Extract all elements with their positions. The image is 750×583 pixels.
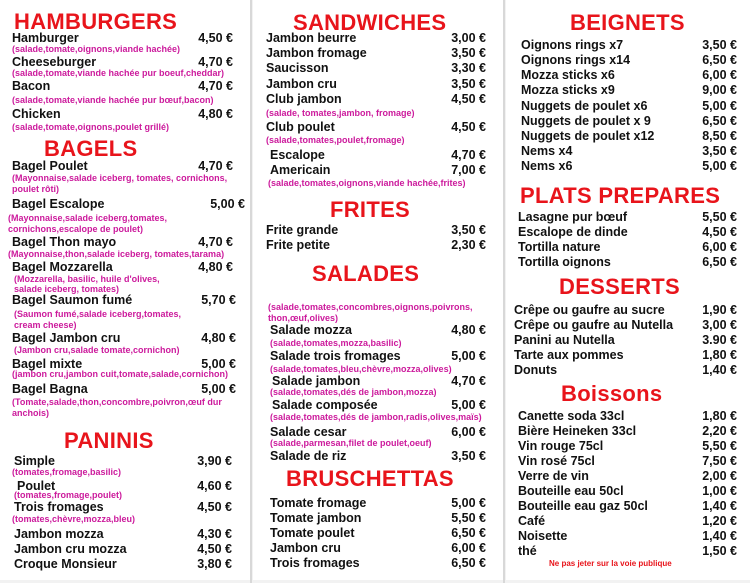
menu-item-price: 4,70 € — [451, 374, 486, 388]
menu-item-desc: (Mayonnaise,salade iceberg,tomates, — [8, 213, 168, 223]
menu-item-desc: (salade,tomate,viande hachée pur bœuf,bacon) — [12, 95, 214, 105]
menu-item-price: 5,00 € — [451, 496, 486, 510]
menu-item-price: 6,50 € — [451, 556, 486, 570]
menu-item-name: Escalope — [270, 148, 325, 162]
menu-item-price: 4,50 € — [451, 92, 486, 106]
menu-item-name: Jambon mozza — [14, 527, 104, 541]
menu-item-name: Bouteille eau 50cl — [518, 484, 624, 498]
section-title-boissons: Boissons — [561, 381, 663, 406]
menu-item-price: 4,80 € — [201, 331, 236, 345]
menu-item-name: Nems x6 — [521, 159, 573, 173]
section-desc: (salade,tomates,concombres,oignons,poivrons, — [268, 302, 473, 312]
menu-item-name: Jambon cru — [266, 77, 337, 91]
menu-item-name: Canette soda 33cl — [518, 409, 625, 423]
menu-item-price: 1,50 € — [702, 544, 737, 558]
menu-item-desc: (salade,tomates,mozza,basilic) — [270, 338, 402, 348]
menu-item-name: Club jambon — [266, 92, 342, 106]
menu-item-desc: (Jambon cru,salade tomate,cornichon) — [14, 345, 180, 355]
menu-item-desc: (salade,tomates,bleu,chèvre,mozza,olives) — [270, 364, 452, 374]
menu-item-name: Crêpe ou gaufre au Nutella — [514, 318, 674, 332]
menu-item-price: 3,80 € — [197, 557, 232, 571]
menu-item-name: Nuggets de poulet x6 — [521, 99, 648, 113]
menu-item-desc: (Saumon fumé,salade iceberg,tomates, — [14, 309, 182, 319]
menu-item-price: 5,00 € — [210, 197, 245, 211]
menu-item-name: Bagel Jambon cru — [12, 331, 121, 345]
menu-item-price: 7,50 € — [702, 454, 737, 468]
menu-item-name: Poulet — [17, 479, 56, 493]
menu-item-name: Bagel Poulet — [12, 159, 88, 173]
menu-item-desc: salade iceberg, tomates) — [14, 284, 120, 294]
menu-item-name: Oignons rings x14 — [521, 53, 631, 67]
menu-item-name: Verre de vin — [518, 469, 589, 483]
footer-note: Ne pas jeter sur la voie publique — [549, 559, 672, 568]
menu-item-desc: cornichons,escalope de poulet) — [8, 224, 144, 234]
menu-item-price: 3,90 € — [197, 454, 232, 468]
menu-item-price: 6,50 € — [451, 526, 486, 540]
menu-item-name: Tomate jambon — [270, 511, 362, 525]
menu-item-name: Tortilla nature — [518, 240, 601, 254]
menu-item-name: Jambon fromage — [266, 46, 367, 60]
menu-item-price: 5,50 € — [702, 439, 737, 453]
menu-item-name: Bière Heineken 33cl — [518, 424, 637, 438]
menu-item-name: Lasagne pur bœuf — [518, 210, 628, 224]
menu-item-name: Club poulet — [266, 120, 335, 134]
menu-item-price: 1,80 € — [702, 348, 737, 362]
section-title-hamburgers: HAMBURGERS — [14, 9, 178, 34]
section-title-sandwiches: SANDWICHES — [293, 10, 447, 35]
menu-item-desc: (salade,tomates,poulet,fromage) — [266, 135, 405, 145]
menu-item-price: 4,70 € — [198, 55, 233, 69]
section-title-frites: FRITES — [330, 197, 411, 222]
menu-item-name: Tomate poulet — [270, 526, 355, 540]
menu-item-name: Frite grande — [266, 223, 339, 237]
menu-item-price: 2,30 € — [451, 238, 486, 252]
menu-item-desc: (jambon cru,jambon cuit,tomate,salade,cornichon) — [12, 369, 229, 379]
menu-item-price: 5,00 € — [451, 349, 486, 363]
section-title-bagels: BAGELS — [44, 136, 138, 161]
menu-item-name: Jambon cru mozza — [14, 542, 127, 556]
menu-item-price: 4,60 € — [197, 479, 232, 493]
menu-item-price: 5,00 € — [702, 99, 737, 113]
menu-item-price: 1,40 € — [702, 499, 737, 513]
menu-item-name: Noisette — [518, 529, 568, 543]
column-divider — [503, 0, 505, 583]
menu-item-price: 4,70 € — [198, 159, 233, 173]
section-title-paninis: PANINIS — [64, 428, 154, 453]
menu-item-name: Saucisson — [266, 61, 329, 75]
menu-item-price: 8,50 € — [702, 129, 737, 143]
menu-item-name: Salade composée — [272, 398, 378, 412]
menu-item-price: 4,30 € — [197, 527, 232, 541]
menu-item-desc: (Mayonnaise,salade iceberg, tomates, cornichons, — [12, 173, 228, 183]
menu-item-name: Vin rouge 75cl — [518, 439, 604, 453]
menu-item-desc: (salade,tomates,dés de jambon,radis,olives,maïs) — [270, 412, 482, 422]
menu-item-name: Mozza sticks x9 — [521, 83, 615, 97]
menu-item-name: Jambon cru — [270, 541, 341, 555]
menu-item-price: 5,50 € — [451, 511, 486, 525]
menu-item-name: Tarte aux pommes — [514, 348, 624, 362]
menu-item-price: 4,50 € — [197, 500, 232, 514]
menu-item-desc: (salade,tomate,oignons,poulet grillé) — [12, 122, 170, 132]
menu-item-name: Bagel Bagna — [12, 382, 88, 396]
menu-item-name: Frite petite — [266, 238, 330, 252]
menu-item-price: 4,70 € — [451, 148, 486, 162]
menu-item-price: 5,70 € — [201, 293, 236, 307]
menu-item-price: 1,20 € — [702, 514, 737, 528]
menu-item-name: Salade jambon — [272, 374, 361, 388]
menu-item-price: 5,00 € — [451, 398, 486, 412]
menu-item-price: 4,70 € — [198, 235, 233, 249]
menu-item-name: Salade trois fromages — [270, 349, 401, 363]
menu-item-price: 5,50 € — [702, 210, 737, 224]
menu-item-desc: (salade,tomate,oignons,viande hachée) — [12, 44, 181, 54]
menu-item-price: 1,40 € — [702, 529, 737, 543]
menu-item-name: Tortilla oignons — [518, 255, 611, 269]
menu-item-price: 3.90 € — [702, 333, 737, 347]
menu-item-name: Crêpe ou gaufre au sucre — [514, 303, 665, 317]
section-title-beignets: BEIGNETS — [570, 10, 685, 35]
menu-item-name: Escalope de dinde — [518, 225, 628, 239]
menu-item-desc: (tomates,fromage,basilic) — [12, 467, 122, 477]
menu-item-price: 1,80 € — [702, 409, 737, 423]
menu-item-name: Salade cesar — [270, 425, 347, 439]
menu-item-price: 5,00 € — [201, 382, 236, 396]
menu-item-name: Oignons rings x7 — [521, 38, 624, 52]
menu-item-price: 3,50 € — [451, 449, 486, 463]
menu-item-name: Bagel Saumon fumé — [12, 293, 133, 307]
menu-item-price: 3,50 € — [702, 38, 737, 52]
menu-item-name: Donuts — [514, 363, 558, 377]
menu-item-price: 3,50 € — [702, 144, 737, 158]
menu-item-price: 6,50 € — [702, 53, 737, 67]
menu-item-desc: (salade,tomates,oignons,viande hachée,frites) — [268, 178, 466, 188]
menu-item-price: 6,00 € — [702, 68, 737, 82]
menu-item-name: Vin rosé 75cl — [518, 454, 595, 468]
menu-item-price: 1,40 € — [702, 363, 737, 377]
menu-item-name: Croque Monsieur — [14, 557, 117, 571]
menu-item-price: 6,00 € — [702, 240, 737, 254]
menu-item-name: Trois fromages — [14, 500, 104, 514]
section-title-salades: SALADES — [312, 261, 420, 286]
column-divider — [250, 0, 252, 583]
menu-item-desc: (tomates,fromage,poulet) — [14, 490, 123, 500]
menu-item-desc: (Mozzarella, basilic, huile d'olives, — [14, 274, 160, 284]
section-title-desserts: DESSERTS — [559, 274, 680, 299]
menu-item-price: 7,00 € — [451, 163, 486, 177]
section-title-bruschettas: BRUSCHETTAS — [286, 466, 454, 491]
menu-item-name: Bacon — [12, 79, 51, 93]
menu-item-price: 3,50 € — [451, 46, 486, 60]
menu-item-name: Nuggets de poulet x 9 — [521, 114, 651, 128]
menu-item-desc: (Tomate,salade,thon,concombre,poivron,œuf dur — [12, 397, 222, 407]
menu-item-desc: anchois) — [12, 408, 50, 418]
menu-item-price: 4,50 € — [702, 225, 737, 239]
menu-item-desc: (salade, tomates,jambon, fromage) — [266, 108, 415, 118]
menu-item-name: Trois fromages — [270, 556, 360, 570]
menu-item-name: Bouteille eau gaz 50cl — [518, 499, 648, 513]
menu-item-name: Café — [518, 514, 546, 528]
menu-item-price: 3,00 € — [702, 318, 737, 332]
menu-item-price: 4,80 € — [198, 260, 233, 274]
menu-item-price: 4,70 € — [198, 79, 233, 93]
menu-item-name: Cheeseburger — [12, 55, 97, 69]
menu-item-name: Hamburger — [12, 31, 79, 45]
menu-item-price: 5,00 € — [702, 159, 737, 173]
menu-item-price: 2,00 € — [702, 469, 737, 483]
menu-item-name: Bagel Escalope — [12, 197, 105, 211]
menu-item-price: 4,80 € — [451, 323, 486, 337]
menu-item-name: Tomate fromage — [270, 496, 367, 510]
menu-item-price: 6,00 € — [451, 541, 486, 555]
menu-item-name: Bagel mixte — [12, 357, 83, 371]
menu-item-desc: poulet rôti) — [12, 184, 59, 194]
menu-item-desc: (tomates,chèvre,mozza,bleu) — [12, 514, 136, 524]
menu-item-name: Salade mozza — [270, 323, 352, 337]
menu-item-price: 3,30 € — [451, 61, 486, 75]
menu-item-price: 4,50 € — [198, 31, 233, 45]
menu-item-name: Chicken — [12, 107, 61, 121]
menu-item-price: 5,00 € — [201, 357, 236, 371]
menu-item-name: thé — [518, 544, 537, 558]
menu-item-price: 6,50 € — [702, 255, 737, 269]
menu-item-price: 6,00 € — [451, 425, 486, 439]
menu-item-desc: (salade,tomates,dés de jambon,mozza) — [270, 387, 437, 397]
menu-item-name: Bagel Mozzarella — [12, 260, 113, 274]
menu-item-desc: cream cheese) — [14, 320, 77, 330]
menu-item-price: 4,80 € — [198, 107, 233, 121]
menu-item-desc: (salade,parmesan,filet de poulet,oeuf) — [270, 438, 432, 448]
menu-item-name: Panini au Nutella — [514, 333, 615, 347]
menu-item-price: 4,50 € — [451, 120, 486, 134]
menu-item-price: 2,20 € — [702, 424, 737, 438]
section-desc: thon,œuf,olives) — [268, 313, 338, 323]
menu-item-price: 4,50 € — [197, 542, 232, 556]
menu-item-desc: (salade,tomate,viande hachée pur boeuf,cheddar) — [12, 68, 225, 78]
menu-item-name: Americain — [270, 163, 331, 177]
menu-item-price: 3,50 € — [451, 223, 486, 237]
menu-item-price: 3,00 € — [451, 31, 486, 45]
menu-item-name: Nuggets de poulet x12 — [521, 129, 655, 143]
menu-item-name: Mozza sticks x6 — [521, 68, 615, 82]
menu-item-name: Salade de riz — [270, 449, 347, 463]
menu-item-price: 6,50 € — [702, 114, 737, 128]
menu-item-name: Jambon beurre — [266, 31, 357, 45]
menu-item-name: Bagel Thon mayo — [12, 235, 117, 249]
section-title-plats-prepares: PLATS PREPARES — [520, 183, 721, 208]
menu-item-name: Simple — [14, 454, 55, 468]
menu-item-price: 1,90 € — [702, 303, 737, 317]
menu-item-price: 1,00 € — [702, 484, 737, 498]
menu-item-price: 9,00 € — [702, 83, 737, 97]
menu-item-desc: (Mayonnaise,thon,salade iceberg, tomates,tarama) — [8, 249, 225, 259]
menu-item-name: Nems x4 — [521, 144, 573, 158]
menu-item-price: 3,50 € — [451, 77, 486, 91]
